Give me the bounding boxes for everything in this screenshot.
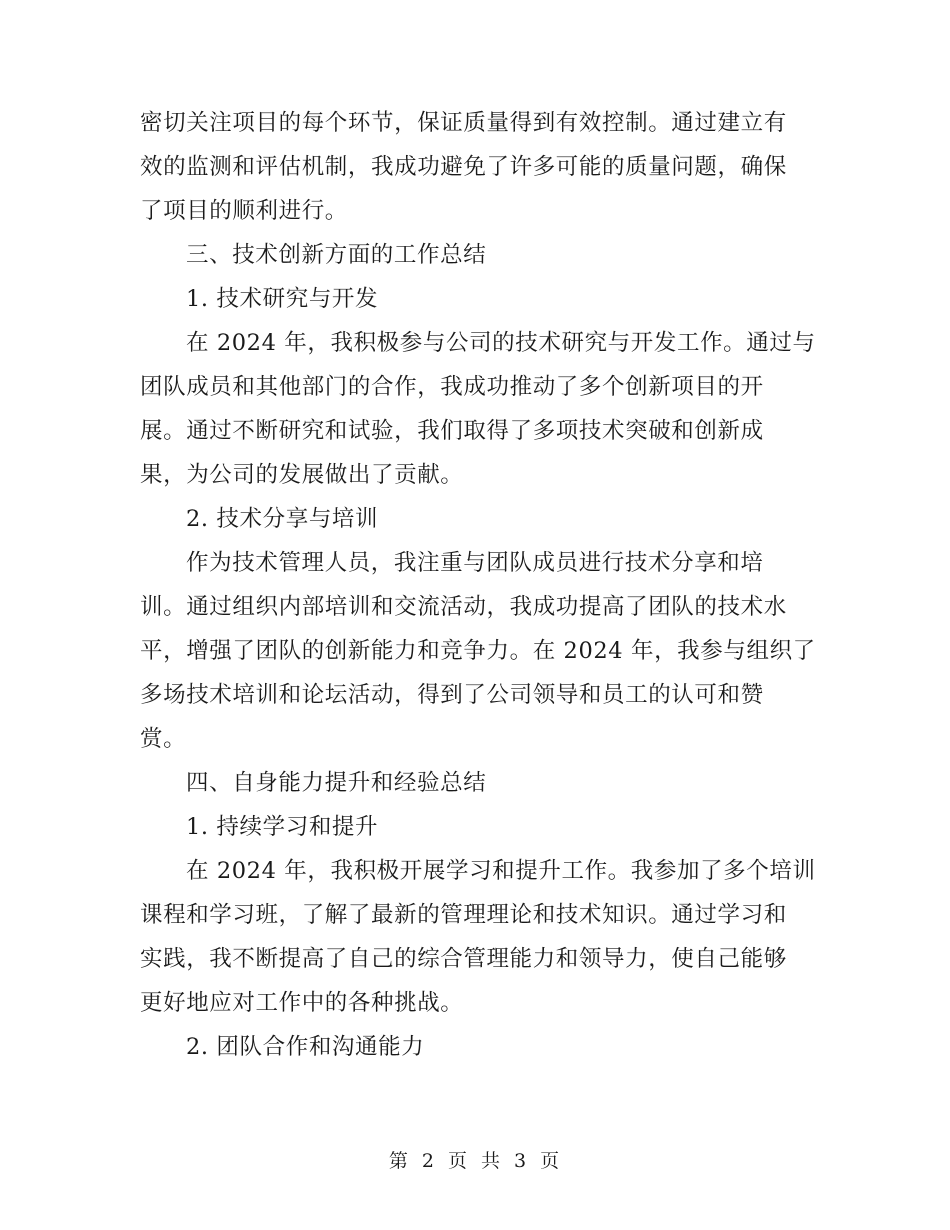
subsection-heading: 1. 持续学习和提升 [186,814,379,840]
text-line: 实践，我不断提高了自己的综合管理能力和领导力，使自己能够 [140,946,787,972]
page-number-footer: 第 2 页 共 3 页 [388,1150,562,1172]
subsection-heading: 1. 技术研究与开发 [186,286,379,312]
text-line: 效的监测和评估机制，我成功避免了许多可能的质量问题，确保 [140,154,787,180]
document-body [140,101,816,1069]
text-line: 果，为公司的发展做出了贡献。 [140,462,464,488]
text-line: 多场技术培训和论坛活动，得到了公司领导和员工的认可和赞 [140,682,764,708]
text-line: 展。通过不断研究和试验，我们取得了多项技术突破和创新成 [140,418,764,444]
text-line: 课程和学习班，了解了最新的管理理论和技术知识。通过学习和 [140,902,787,928]
text-line: 作为技术管理人员，我注重与团队成员进行技术分享和培 [186,550,764,576]
text-line: 密切关注项目的每个环节，保证质量得到有效控制。通过建立有 [140,110,787,136]
text-line: 赏。 [140,726,187,752]
text-line: 训。通过组织内部培训和交流活动，我成功提高了团队的技术水 [140,594,787,620]
section-heading: 三、技术创新方面的工作总结 [186,242,487,268]
text-line: 在 2024 年，我积极参与公司的技术研究与开发工作。通过与 [186,330,816,356]
subsection-heading: 2. 技术分享与培训 [186,506,379,532]
section-heading: 四、自身能力提升和经验总结 [186,770,487,796]
text-line: 团队成员和其他部门的合作，我成功推动了多个创新项目的开 [140,374,764,400]
text-line: 更好地应对工作中的各种挑战。 [140,990,464,1016]
text-line: 在 2024 年，我积极开展学习和提升工作。我参加了多个培训 [186,858,816,884]
text-line: 了项目的顺利进行。 [140,198,348,224]
subsection-heading: 2. 团队合作和沟通能力 [186,1034,425,1060]
text-line: 平，增强了团队的创新能力和竞争力。在 2024 年，我参与组织了 [140,638,816,664]
